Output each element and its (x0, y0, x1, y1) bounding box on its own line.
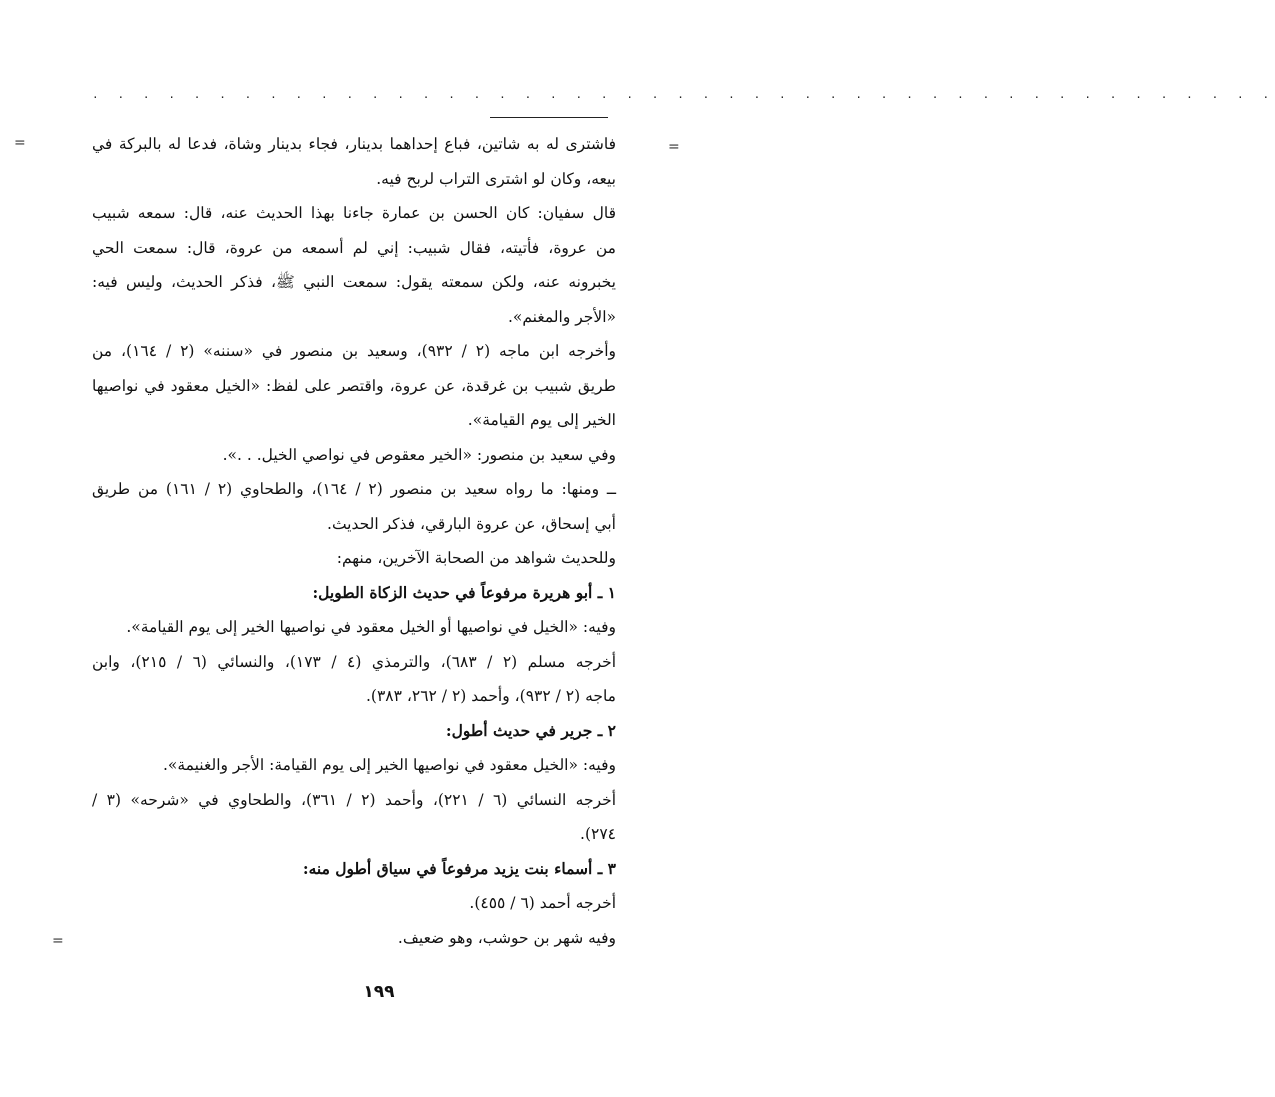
margin-mark-left-bottom: = (52, 933, 64, 949)
text-line: ــ ومنها: ما رواه سعيد بن منصور (٢ / ١٦٤)، والطحاوي (٢ / ١٦١) من طريق (92, 480, 617, 498)
text-line: فاشترى له به شاتين، فباع إحداهما بدينار، فجاء بدينار وشاة، فدعا له بالبركة في (92, 135, 616, 153)
header-rule (490, 117, 608, 118)
text-line: ماجه (٢ / ٩٣٢)، وأحمد (٢ / ٢٦٢، ٣٨٣). (365, 687, 616, 705)
text-line: وفيه شهر بن حوشب، وهو ضعيف. (397, 928, 616, 947)
text-line: أخرجه النسائي (٦ / ٢٢١)، وأحمد (٢ / ٣٦١)، والطحاوي في «شرحه» (٣ / (92, 790, 617, 809)
text-line: أبي إسحاق، عن عروة البارقي، فذكر الحديث. (327, 514, 616, 533)
text-line: أخرجه مسلم (٢ / ٦٨٣)، والترمذي (٤ / ١٧٣)، والنسائي (٦ / ٢١٥)، وابن (92, 652, 617, 671)
margin-mark-right-top: = (668, 139, 680, 155)
text-line: وأخرجه ابن ماجه (٢ / ٩٣٢)، وسعيد بن منصور في «سننه» (٢ / ١٦٤)، من (92, 342, 617, 360)
section-heading: ٢ ـ جرير في حديث أطول: (445, 720, 616, 740)
text-line: «الأجر والمغنم». (507, 307, 616, 326)
page-number: ١٩٩ (363, 982, 395, 1002)
header-dotted-line: . . . . . . . . . . . . . . . . . . . . . . . . . . . . . . . . . . . . . . . . . . . . . . . (92, 88, 1275, 101)
text-line: من عروة، فأتيته، فقال شبيب: إني لم أسمعه من عروة، قال: سمعت الحي (92, 238, 616, 257)
section-heading: ٣ ـ أسماء بنت يزيد مرفوعاً في سياق أطول منه: (302, 858, 616, 878)
section-heading: ١ ـ أبو هريرة مرفوعاً في حديث الزكاة الطويل: (312, 582, 616, 602)
text-line: قال سفيان: كان الحسن بن عمارة جاءنا بهذا الحديث عنه، قال: سمعه شبيب (92, 204, 616, 222)
margin-mark-left-top: = (14, 135, 26, 151)
text-line: بيعه، وكان لو اشترى التراب لربح فيه. (376, 169, 616, 188)
text-line: وللحديث شواهد من الصحابة الآخرين، منهم: (336, 549, 616, 567)
text-line: ٢٧٤). (580, 825, 616, 843)
text-line: أخرجه أحمد (٦ / ٤٥٥). (469, 894, 616, 912)
text-line: يخبرونه عنه، ولكن سمعته يقول: سمعت النبي ﷺ، فذكر الحديث، وليس فيه: (92, 273, 616, 291)
text-line: الخير إلى يوم القيامة». (467, 411, 616, 429)
text-line: طريق شبيب بن غرقدة، عن عروة، واقتصر على لفظ: «الخيل معقود في نواصيها (92, 376, 616, 395)
text-line: وفي سعيد بن منصور: «الخير معقوص في نواصي الخيل. . .». (222, 445, 616, 464)
page-body (92, 127, 616, 955)
text-line: وفيه: «الخيل في نواصيها أو الخيل معقود في نواصيها الخير إلى يوم القيامة». (126, 618, 616, 636)
text-line: وفيه: «الخيل معقود في نواصيها الخير إلى يوم القيامة: الأجر والغنيمة». (162, 756, 616, 774)
